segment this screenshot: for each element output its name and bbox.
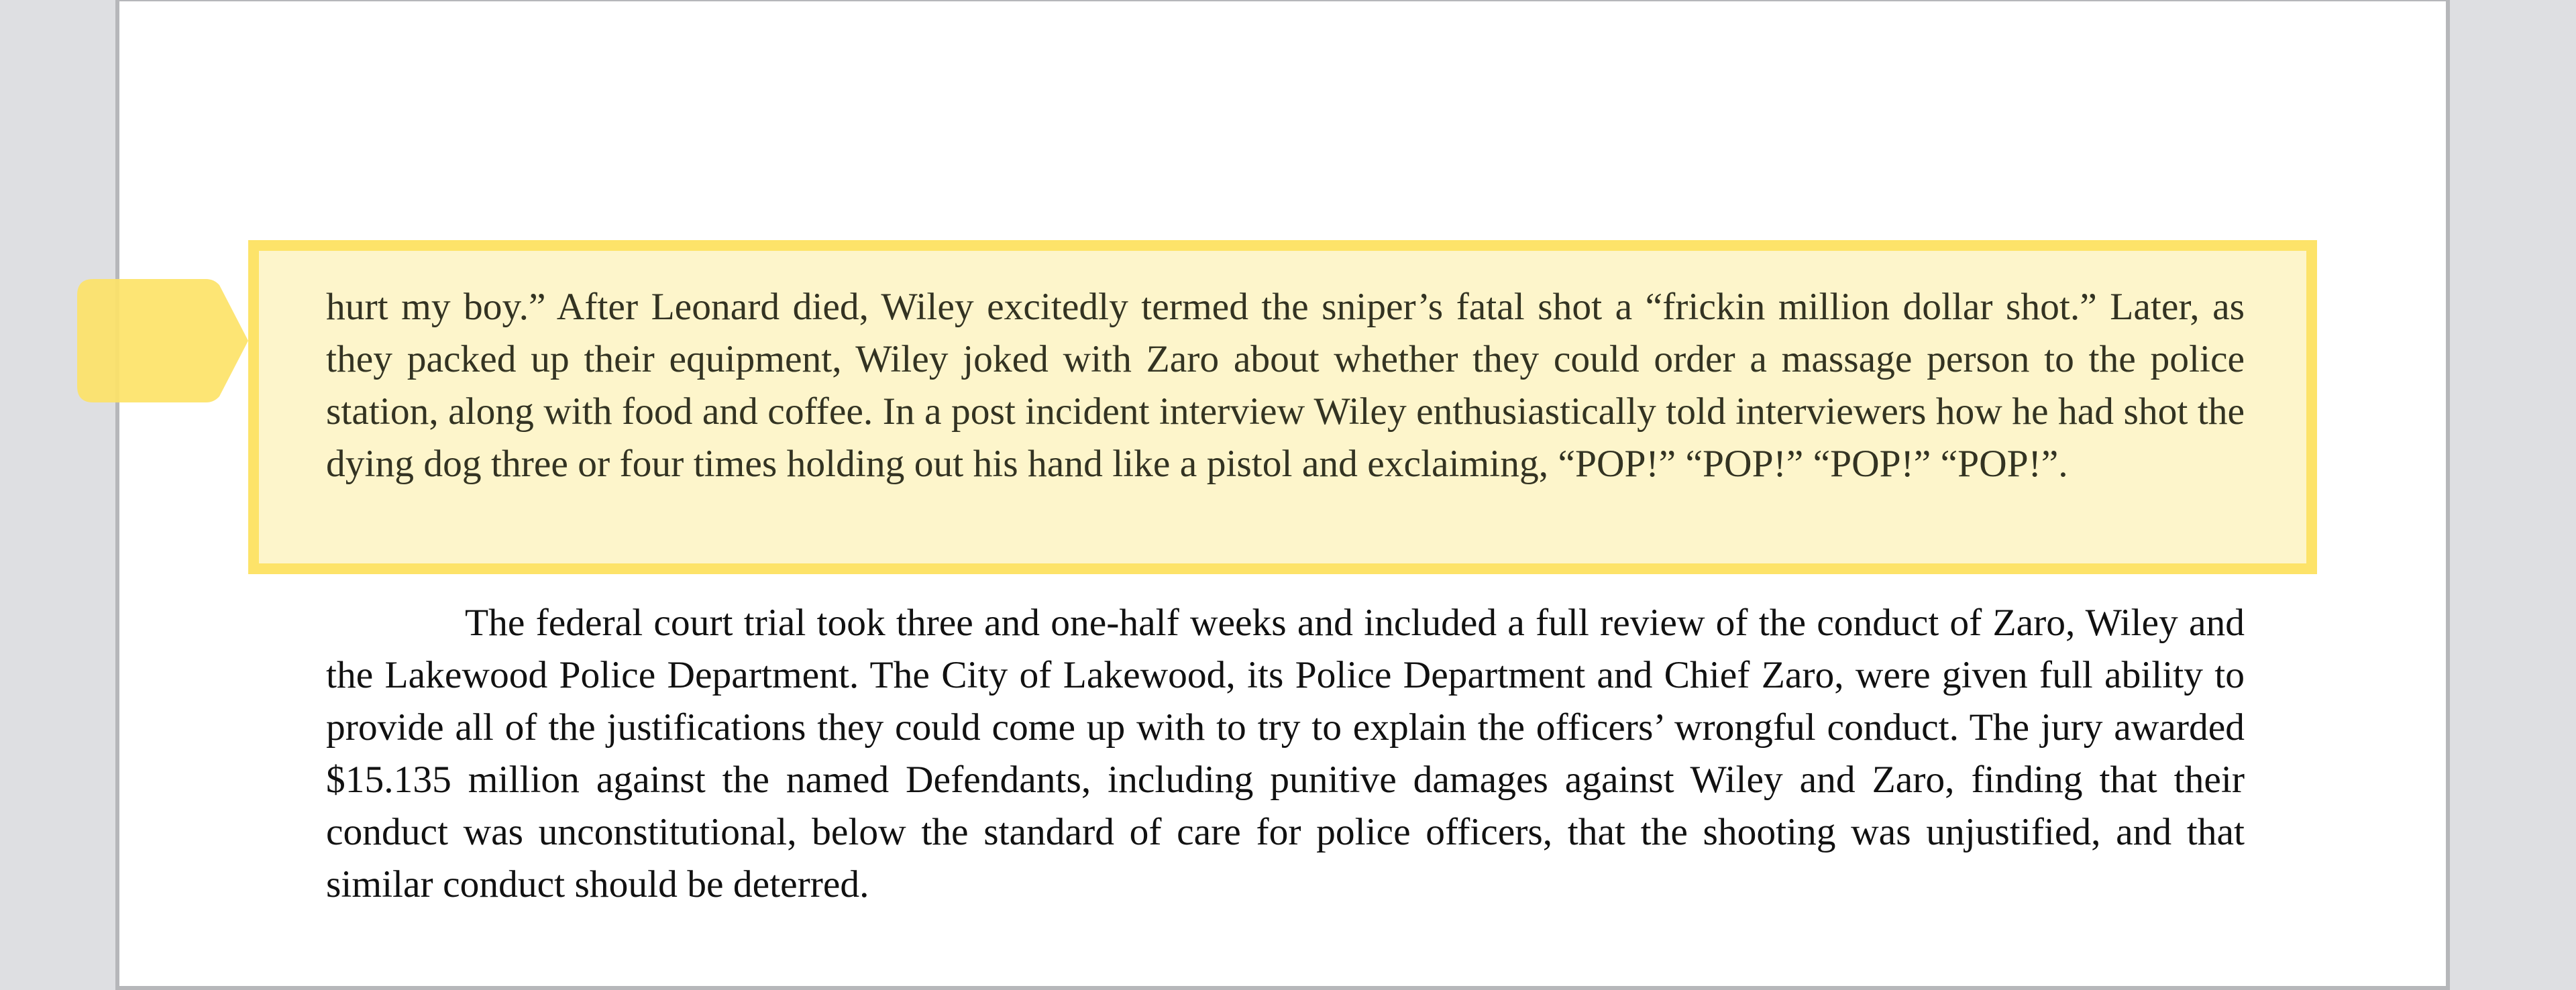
highlight-marker-icon[interactable] — [77, 279, 248, 402]
highlighted-passage: hurt my boy.” After Leonard died, Wiley excitedly termed the sniper’s fatal shot a “frickin million dollar shot.” Later, as they packed up their equipment, Wiley joked with Zaro about whether they could order a massage person to the police station, along with food and coffee. In a post incident interview Wiley enthusiastically told interviewers how he had shot the dying dog three or four times holding out his hand like a pistol and exclaiming, “POP!” “POP!” “POP!” “POP!”. — [326, 286, 2245, 485]
body-paragraph: The federal court trial took three and one-half weeks and included a full review of the conduct of Zaro, Wiley and the Lakewood Police Department. The City of Lakewood, its Police Department and Chief Zaro, were given full ability to provide all of the justifications they could come up with to try to explain the officers’ wrongful conduct. The jury awarded $15.135 million against the named Defendants, including punitive damages against Wiley and Zaro, finding that their conduct was unconstitutional, below the standard of care for police officers, that the shooting was unjustified, and that similar conduct should be deterred. — [326, 602, 2245, 905]
body-text — [326, 597, 2245, 911]
